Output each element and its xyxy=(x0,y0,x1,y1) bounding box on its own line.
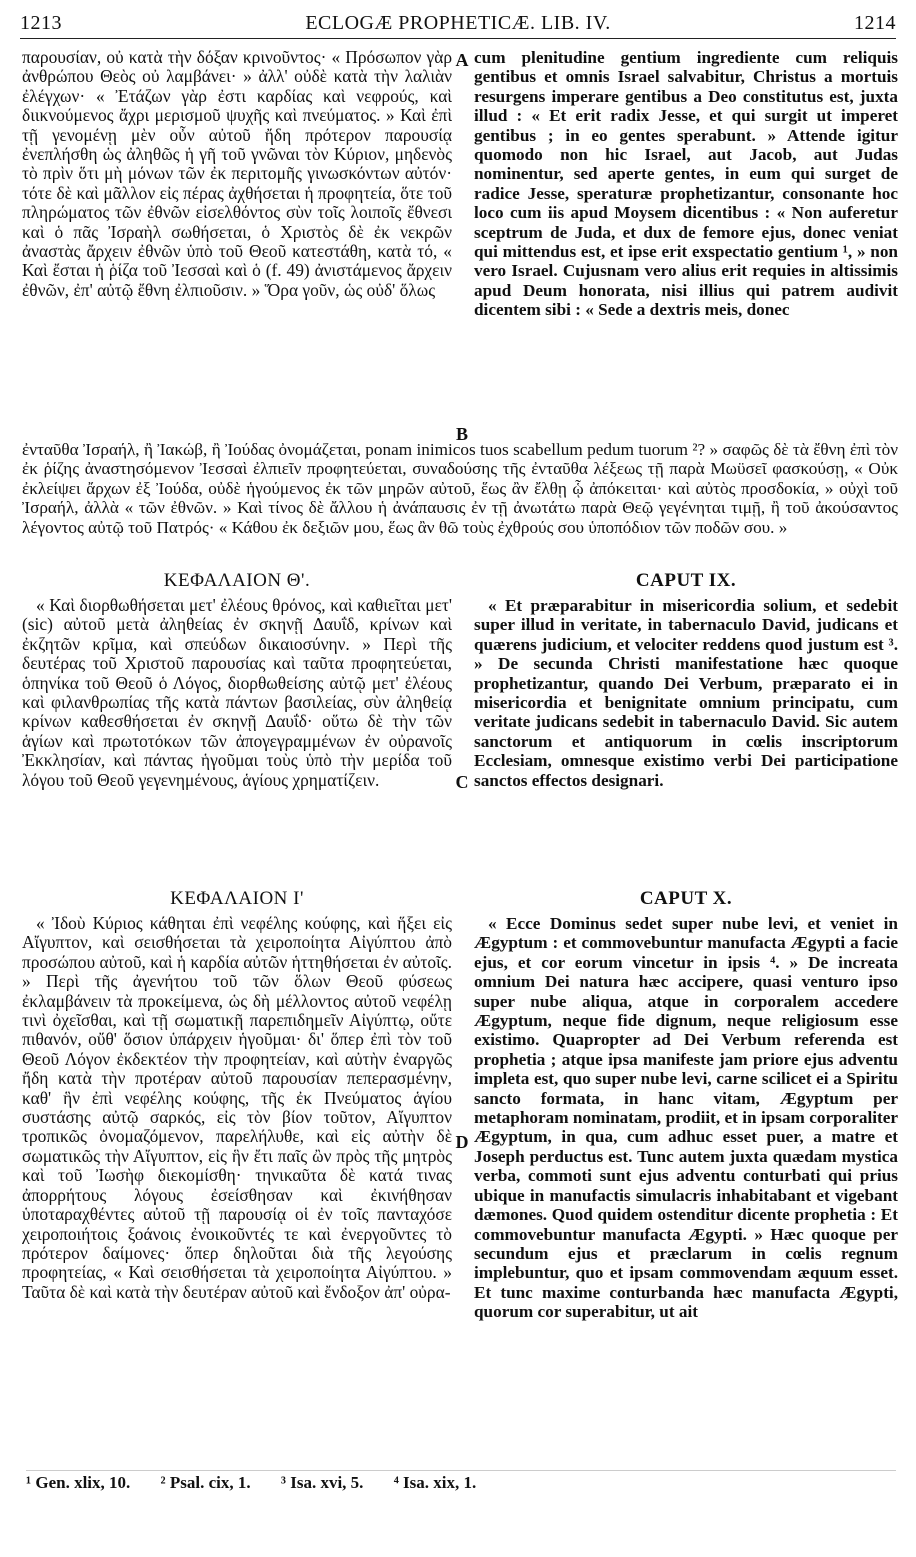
footnote: ⁴ Isa. xix, 1. xyxy=(393,1473,477,1492)
wide-paragraph: ἐνταῦθα Ἰσραήλ, ἢ Ἰακώβ, ἢ Ἰούδας ὀνομάζεται, ponam inimicos tuos scabellum pedum tuorum ²? » σαφῶς δὲ τὰ ἔθνη ἐπὶ τὸν ἐκ ῥίζης ἀναστησόμενον Ἰεσσαὶ ἐλπιεῖν προφητεύεται, συναδούσης τῆς ἐνταῦθα λέξεως τῇ παρὰ Μωϋσεῖ φασκούσῃ, « Οὐκ ἐκλείψει ἄρχων ἐξ Ἰούδα, οὐδὲ ἡγούμενος ἐκ τῶν μηρῶν αὐτοῦ, ἕως ἂν ἔλθῃ ᾧ ἀπόκειται· καὶ αὐτὸς προσδοκία, » οὐχὶ τοῦ Ἰσραήλ, ἀλλὰ « τῶν ἐθνῶν. » Καὶ τίνος δὲ ἄλλου ἡ ἀνάπαυσις ἐν τῇ ἀνωτάτω παρὰ Θεῷ γεγένηται τιμῇ, ἢ τοῦ ἀκούσαντος λέγοντος αὐτῷ τοῦ Πατρός· « Κάθου ἐκ δεξιῶν μου, ἕως ἂν θῶ τοὺς ἐχθρούς σου ὑποπόδιον τῶν ποδῶν σου. » xyxy=(22,440,898,537)
latin-paragraph: « Ecce Dominus sedet super nube levi, et veniet in Ægyptum : et commovebuntur manufacta Ægypti a facie ejus, et cor eorum vincetur in ipsis ⁴. » De increata omnium Dei natura hæc accipere, quasi venturo ipso super nube aliqua, atque in corporalem accedere Ægyptum, neque fide dignum, neque religiosum esse existimo. Quapropter ad Dei Verbum referenda est prophetia ; atque ipsa manifeste jam priore ejus adventu impleta est, quo super nube levi, carne scilicet ei a Spiritu sancto formata, in hanc vitam, Ægyptum per metaphoram nominatam, prodiit, et in ipsam corporaliter Ægyptum, in qua, cum adhuc esset puer, a matre et Joseph perductus est. Tunc autem juxta quædam mystica verba, commoti sunt ejus adventu conturbati qui prius ubique in manufactis simulacris inhabitabant et vigebant dæmones. Quod quidem ostenditur dicente prophetia : Et commovebuntur manufacta Ægypti. » Hæc quoque per secundum ejus et præclarum in cœlis regnum implebuntur, quo et ipsam commovendam æquum esset. Et tunc maxime conturbanda hæc manufacta Ægypti, quorum cor superabitur, ut ait xyxy=(474,914,898,1322)
latin-paragraph: cum plenitudine gentium ingrediente cum reliquis gentibus et omnis Israel salvabitur, Christus a mortuis resurgens imperare gentibus a Deo constitutus est, juxta illud : « Et erit radix Jesse, et qui surgit ut imperet gentibus ; in eo gentes sperabunt. » Attende igitur quomodo non hic Israel, aut Jacob, aut Judas nominentur, sed aperte gentes, in eum qui surget de radice Jesse, speraturæ prophetizantur, consonante hoc loco cum iis apud Moysem dicentibus : « Non auferetur sceptrum de Juda, et dux de femore ejus, donec veniat qui mittendus est, et ipse erit exspectatio gentium ¹, » non vero Israel. Cujusnam vero alius erit requies in altissimis apud Deum honorata, nisi illius qui patrem audivit dicentem sibi : « Sede a dextris meis, donec xyxy=(474,48,898,320)
running-header xyxy=(20,10,896,39)
footnote: ¹ Gen. xlix, 10. xyxy=(26,1473,131,1492)
greek-paragraph: « Καὶ διορθωθήσεται μετ' ἐλέους θρόνος, καὶ καθιεῖται μετ' (sic) αὐτοῦ μετὰ ἀληθείας ἐν σκηνῇ Δαυΐδ, κρίνων καὶ ἐκζητῶν κρῖμα, καὶ σπεύδων δικαιοσύνην. » Περὶ τῆς δευτέρας τοῦ Χριστοῦ παρουσίας καὶ ταῦτα προφητεύεται, ὁπηνίκα τοῦ Θεοῦ ὁ Λόγος, διορθωθείσης αὐτῷ μετ' ἐλέους καὶ φιλανθρωπίας τῆς κατὰ πάντων βασιλείας, σὺν ἀληθείᾳ κρίνων καθεσθήσεται ἐν σκηνῇ Δαυΐδ· οὕτω δὲ τὴν τῶν ἁγίων καὶ πρωτοτόκων τῶν ἀπογεγραμμένων ἐν οὐρανοῖς Ἐκκλησίαν, καὶ πάντας ἡγοῦμαι τοὺς ὑπὸ τὴν μερίδα τοῦ λόγου τοῦ Θεοῦ γεγενημένους, ἁγίους χρηματίζειν. xyxy=(22,596,452,790)
greek-paragraph: « Ἰδοὺ Κύριος κάθηται ἐπὶ νεφέλης κούφης, καὶ ἥξει εἰς Αἴγυπτον, καὶ σεισθήσεται τὰ χειροποίητα Αἰγύπτου ἀπὸ προσώπου αὐτοῦ, καὶ ἡ καρδία αὐτῶν ἡττηθήσεται ἐν αὐτοῖς. » Περὶ τῆς ἀγενήτου τοῦ τῶν ὅλων Θεοῦ φύσεως ἐκλαμβάνειν τὰ προκείμενα, ὡς δὴ μέλλοντος αὐτοῦ νεφέλῃ τινὶ ὀχεῖσθαι, καὶ τῇ σωματικῇ παρεπιδημεῖν Αἰγύπτῳ, οὔτε πιθανόν, οὔθ' ὅσιον ὑπάρχειν ἡγοῦμαι· δι' ὅπερ ἐπὶ τὸν τοῦ Θεοῦ Λόγον ἐκδεκτέον τὴν προφητείαν, καὶ αὐτὴν ἐναργῶς ἤδη κατὰ τὴν προτέραν αὐτοῦ παρουσίαν πεπερασμένην, καθ' ἣν ἐπὶ νεφέλης κούφης, τῆς ἐκ Πνεύματος ἁγίου συστάσης αὐτῷ σαρκός, εἰς τὸν βίον τοῦτον, Αἴγυπτον τροπικῶς ὀνομαζόμενον, παρελήλυθε, καὶ εἰς αὐτὴν δὲ σωματικῶς τὴν Αἴγυπτον, εἰς ἣν ἔτι παῖς ὢν πρὸς τῆς μητρὸς καὶ τοῦ Ἰωσὴφ διεκομίσθη· τηνικαῦτα δὲ κατά τινας ἀπορρήτους λόγους ἐσείσθησαν καὶ ἐκινήθησαν ὑποταραχθέντες αὐτοῦ τῇ παρουσίᾳ οἱ ἐν τοῖς πανταχόσε χειροποιήτοις ξοάνοις ἐνοικοῦντές τε καὶ ἐνεργοῦντες τὸ πρότερον δαίμονες· ὅπερ δηλοῦται διὰ τῆς λεγούσης προφητείας, « Καὶ σεισθήσεται τὰ χειροποίητα Αἰγύπτου. » Ταῦτα δὲ καὶ κατὰ τὴν δευτέραν αὐτοῦ καὶ ἔνδοξον ἀπ' οὐρα- xyxy=(22,914,452,1302)
page-number-right: 1214 xyxy=(854,12,896,34)
latin-column-chapter10 xyxy=(474,914,898,1458)
greek-column-chapter9 xyxy=(22,596,452,878)
margin-letter-d: D xyxy=(455,1132,469,1152)
latin-paragraph: « Et præparabitur in misericordia solium, et sedebit super illud in veritate, in tabernaculo David, judicans et quærens judicium, et velociter reddens quod justum est ³. » De secunda Christi manifestatione hæc quoque prophetizantur, quando Dei Verbum, præparato ei in misericordia et benignitate omnium principatu, cum veritate judicans sedebit in tabernaculo David. Sic autem sanctorum et antiquorum in cœlis inscriptorum Ecclesiam, omnesque existimo verbi Dei participatione sanctos effectos designari. xyxy=(474,596,898,790)
footnote: ² Psal. cix, 1. xyxy=(160,1473,251,1492)
greek-paragraph: παρουσίαν, οὐ κατὰ τὴν δόξαν κρινοῦντος· « Πρόσωπον γὰρ ἀνθρώπου Θεὸς οὐ λαμβάνει· » ἀλλ' οὐδὲ κατὰ τὴν λαλιὰν ἐλέγχων· « Ἐτάζων γὰρ ἐστι καρδίας καὶ νεφρούς, καὶ διικνούμενος ἄχρι μερισμοῦ ψυχῆς καὶ πνεύματος. » Καὶ ἐπὶ τῇ γενομένῃ μὲν οὖν αὐτοῦ ἤδη πρότερον παρουσίᾳ ἐνεπλήσθη ὡς ἀληθῶς ἡ γῆ τοῦ γνῶναι τὸν Κύριον, μηδενὸς τὸ πρὶν ὅτι μὴ μόνων τῶν ἐκ περιτομῆς γινωσκόντων αὐτόν· τότε δὲ καὶ μᾶλλον εἰς πέρας ἀχθήσεται ἡ προφητεία, ὅτε τοῦ πληρώματος τῶν ἐθνῶν εἰσελθόντος σὺν τοῖς λοιποῖς ἔθνεσι καὶ ὁ πᾶς Ἰσραὴλ σωθήσεται, ὁ Χριστὸς δὲ ἐκ νεκρῶν ἀναστὰς ἄρχειν ἐθνῶν ὑπὸ τοῦ Θεοῦ κατεστάθη, κατὰ τό, « Καὶ ἔσται ἡ ῥίζα τοῦ Ἰεσσαὶ καὶ ὁ (f. 49) ἀνιστάμενος ἄρχειν ἐθνῶν, ἐπ' αὐτῷ ἔθνη ἐλπιοῦσιν. » Ὅρα γοῦν, ὡς οὐδ' ὅλως xyxy=(22,48,452,300)
greek-chapter-title-10: ΚΕΦΑΛΑΙΟΝ Ι' xyxy=(170,888,304,909)
greek-column-block1 xyxy=(22,48,452,436)
latin-chapter-title-9: CAPUT IX. xyxy=(635,570,737,591)
running-title: ECLOGÆ PROPHETICÆ. LIB. IV. xyxy=(305,12,611,34)
latin-chapter-title-10: CAPUT X. xyxy=(639,888,733,909)
footnote: ³ Isa. xvi, 5. xyxy=(280,1473,364,1492)
margin-letter-b: B xyxy=(455,424,468,444)
latin-column-chapter9 xyxy=(474,596,898,878)
margin-letter-c: C xyxy=(455,772,469,792)
full-width-passage xyxy=(22,440,898,560)
margin-letter-a: A xyxy=(455,50,469,70)
greek-chapter-title-9: ΚΕΦΑΛΑΙΟΝ Θ'. xyxy=(163,570,311,591)
footnotes xyxy=(26,1470,896,1493)
greek-column-chapter10 xyxy=(22,914,452,1458)
page-number-left: 1213 xyxy=(20,12,62,34)
latin-column-block1 xyxy=(474,48,898,436)
